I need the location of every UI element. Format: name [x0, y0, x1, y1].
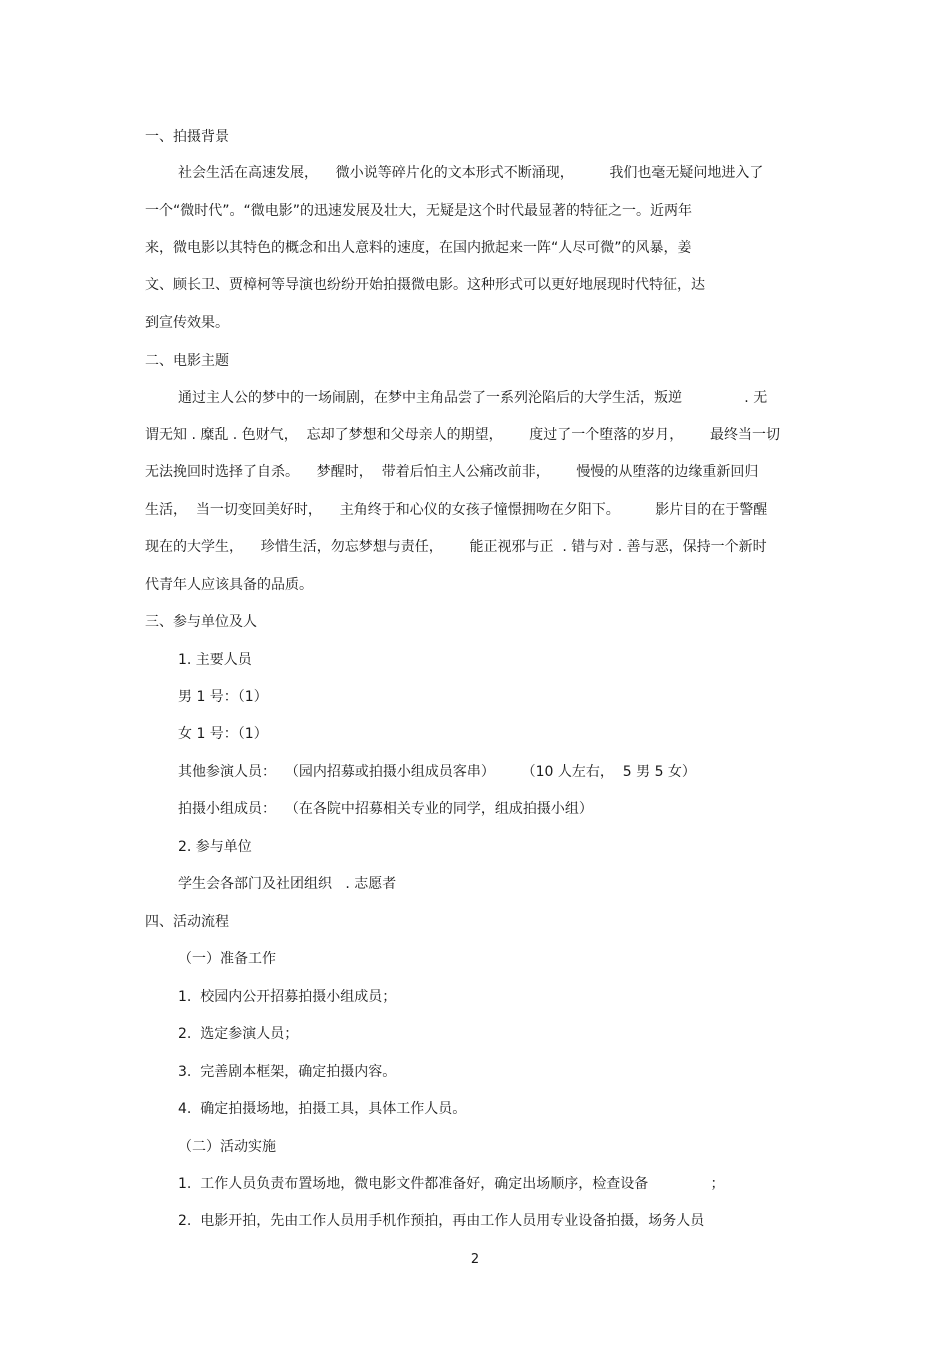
paragraph-line: 文、顾长卫、贾樟柯等导演也纷纷开始拍摄微电影。这种形式可以更好地展现时代特征，达	[145, 277, 705, 293]
paragraph-line: 社会生活在高速发展， 微小说等碎片化的文本形式不断涌现， 我们也毫无疑问地进入了	[178, 165, 764, 181]
paragraph-line: 通过主人公的梦中的一场闹剧，在梦中主角品尝了一系列沦陷后的大学生活，叛逆 . 无	[178, 390, 768, 406]
units-line: 学生会各部门及社团组织 . 志愿者	[178, 876, 397, 892]
paragraph-line: 到宣传效果。	[145, 315, 229, 331]
list-item: 1. 校园内公开招募拍摄小组成员；	[178, 989, 397, 1005]
paragraph-line: 谓无知 . 糜乱 . 色财气， 忘却了梦想和父母亲人的期望， 度过了一个堕落的岁月， 最终当一切	[145, 427, 781, 443]
list-item: 2. 选定参演人员；	[178, 1026, 299, 1042]
subheading-units: 2. 参与单位	[178, 839, 252, 855]
male-lead-line: 男 1 号：（1）	[178, 689, 268, 705]
list-item: 3. 完善剧本框架，确定拍摄内容。	[178, 1064, 397, 1080]
crew-line: 拍摄小组成员： （在各院中招募相关专业的同学，组成拍摄小组）	[178, 801, 593, 817]
paragraph-line: 一个“微时代”。“微电影”的迅速发展及壮大，无疑是这个时代最显著的特征之一。近两年	[145, 203, 693, 219]
paragraph-line: 生活， 当一切变回美好时， 主角终于和心仪的女孩子憧憬拥吻在夕阳下。 影片目的在于警醒	[145, 502, 768, 518]
other-cast-line: 其他参演人员： （园内招募或拍摄小组成员客串） （10 人左右， 5 男 5 女）	[178, 764, 696, 780]
list-item: 1. 工作人员负责布置场地，微电影文件都准备好，确定出场顺序，检查设备 ；	[178, 1176, 725, 1192]
section-heading-background: 一、拍摄背景	[145, 129, 229, 145]
section-heading-theme: 二、电影主题	[145, 353, 229, 369]
subheading-implementation: （二）活动实施	[178, 1139, 276, 1155]
section-heading-participants: 三、参与单位及人	[145, 614, 257, 630]
paragraph-line: 来，微电影以其特色的概念和出人意料的速度，在国内掀起来一阵“人尽可微”的风暴，姜	[145, 240, 692, 256]
paragraph-line: 代青年人应该具备的品质。	[145, 577, 313, 593]
female-lead-line: 女 1 号：（1）	[178, 726, 268, 742]
paragraph-line: 无法挽回时选择了自杀。 梦醒时， 带着后怕主人公痛改前非， 慢慢的从堕落的边缘重新回归	[145, 464, 759, 480]
paragraph-line: 现在的大学生， 珍惜生活，勿忘梦想与责任， 能正视邪与正 . 错与对 . 善与恶，保持一个新时	[145, 539, 767, 555]
page-number: 2	[470, 1252, 480, 1267]
section-heading-process: 四、活动流程	[145, 914, 229, 930]
subheading-main-staff: 1. 主要人员	[178, 652, 252, 668]
list-item: 2. 电影开拍，先由工作人员用手机作预拍，再由工作人员用专业设备拍摄，场务人员	[178, 1213, 705, 1229]
subheading-preparation: （一）准备工作	[178, 951, 276, 967]
list-item: 4. 确定拍摄场地，拍摄工具，具体工作人员。	[178, 1101, 467, 1117]
